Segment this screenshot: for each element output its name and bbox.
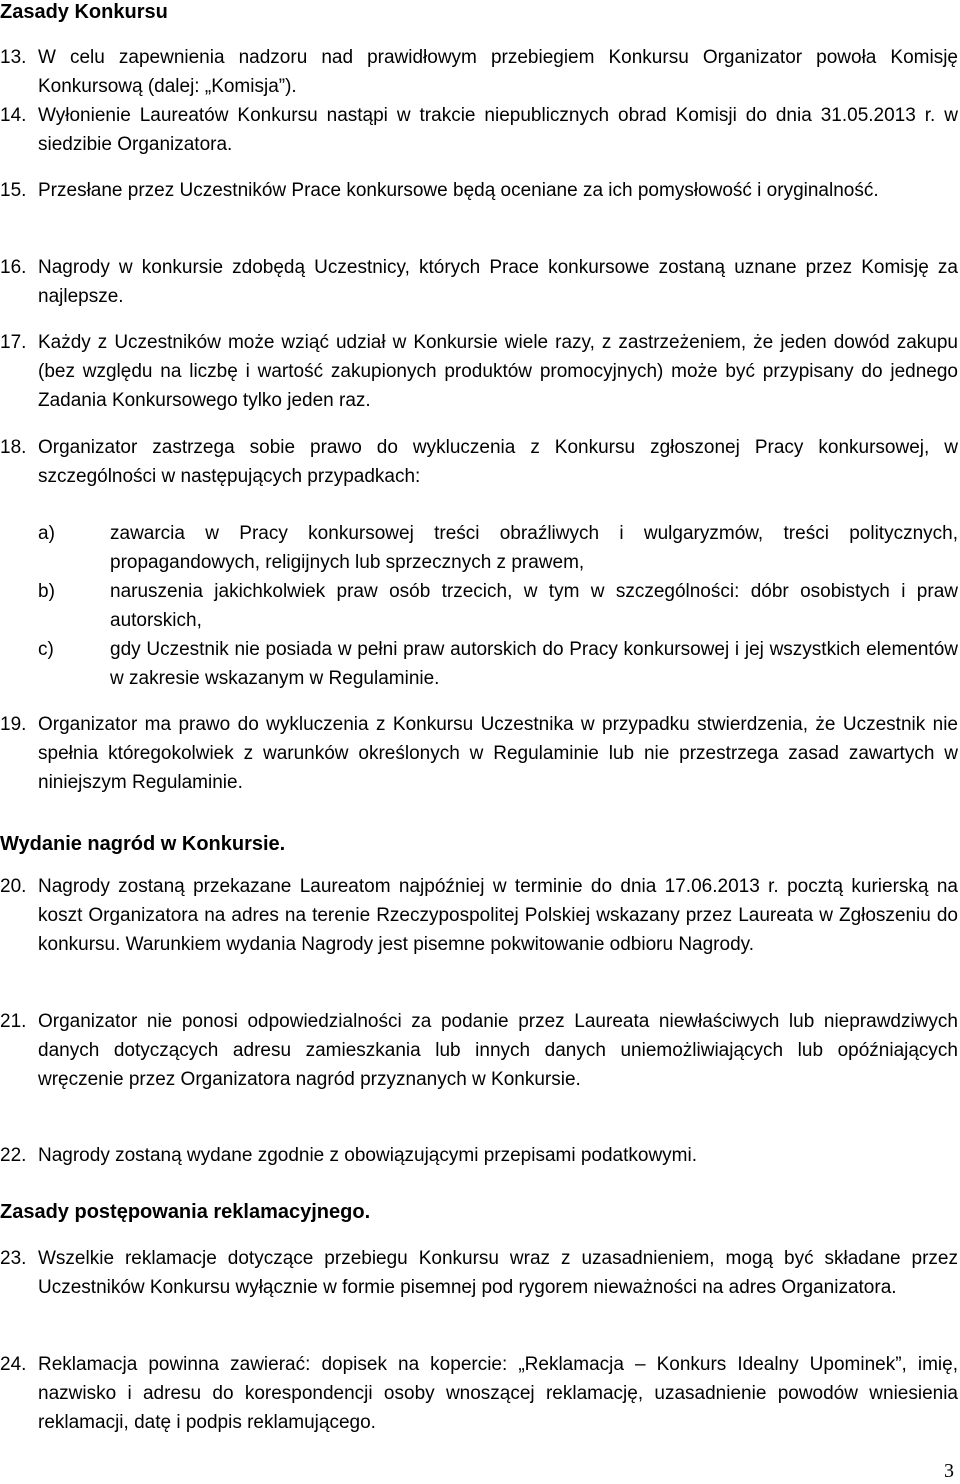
section-heading-awards: Wydanie nagród w Konkursie. xyxy=(0,833,286,855)
rule-item-21 xyxy=(0,1007,958,1094)
rule-text: Organizator nie ponosi odpowiedzialności za podanie przez Laureata niewłaściwych lub nieprawdziwych danych dotyczących adresu zamieszkania lub innych danych uniemożliwiających lub opóźniających wręczenie przez Organizatora nagród przyznanych w Konkursie. xyxy=(38,1011,958,1090)
list-item xyxy=(0,635,958,693)
rule-number: 15. xyxy=(0,180,27,201)
rule-text: Każdy z Uczestników może wziąć udział w Konkursie wiele razy, z zastrzeżeniem, że jeden dowód zakupu (bez względu na liczbę i wartość zakupionych produktów promocyjnych) może być przypisany do jednego Zadania Konkursowego tylko jeden raz. xyxy=(38,332,958,411)
list-item xyxy=(0,519,958,577)
rule-number: 23. xyxy=(0,1248,27,1269)
list-item-text: naruszenia jakichkolwiek praw osób trzecich, w tym w szczególności: dóbr osobistych i praw autorskich, xyxy=(110,581,958,631)
rule-text: Reklamacja powinna zawierać: dopisek na kopercie: „Reklamacja – Konkurs Idealny Upominek”, imię, nazwisko i adresu do korespondencji osoby wnoszącej reklamację, uzasadnienie powodów wniesienia reklamacji, datę i podpis reklamującego. xyxy=(38,1354,958,1433)
rule-item-16 xyxy=(0,253,958,311)
rule-number: 22. xyxy=(0,1145,27,1166)
rule-number: 17. xyxy=(0,332,27,353)
rule-number: 14. xyxy=(0,105,27,126)
rule-item-23 xyxy=(0,1244,958,1302)
rule-item-17 xyxy=(0,328,958,415)
rule-text: W celu zapewnienia nadzoru nad prawidłowym przebiegiem Konkursu Organizator powoła Komisję Konkursową (dalej: „Komisja”). xyxy=(38,47,958,97)
rule-item-22 xyxy=(0,1141,958,1170)
rule-number: 19. xyxy=(0,714,27,735)
rule-text: Organizator zastrzega sobie prawo do wykluczenia z Konkursu zgłoszonej Pracy konkursowej, w szczególności w następujących przypadkach: xyxy=(38,437,958,487)
rule-number: 20. xyxy=(0,876,27,897)
list-item-label: c) xyxy=(38,639,54,660)
rule-number: 16. xyxy=(0,257,27,278)
rule-item-18 xyxy=(0,433,958,491)
rule-number: 13. xyxy=(0,47,27,68)
rule-text: Nagrody zostaną wydane zgodnie z obowiązującymi przepisami podatkowymi. xyxy=(38,1145,697,1166)
rule-text: Nagrody w konkursie zdobędą Uczestnicy, których Prace konkursowe zostaną uznane przez Komisję za najlepsze. xyxy=(38,257,958,307)
section-heading-rules: Zasady Konkursu xyxy=(0,1,168,23)
rule-text: Wyłonienie Laureatów Konkursu nastąpi w trakcie niepublicznych obrad Komisji do dnia 31.05.2013 r. w siedzibie Organizatora. xyxy=(38,105,958,155)
rule-text: Nagrody zostaną przekazane Laureatom najpóźniej w terminie do dnia 17.06.2013 r. pocztą kurierską na koszt Organizatora na adres na terenie Rzeczypospolitej Polskiej wskazany przez Laureata w Zgłoszeniu do konkursu. Warunkiem wydania Nagrody jest pisemne pokwitowanie odbioru Nagrody. xyxy=(38,876,958,955)
rule-item-14 xyxy=(0,101,958,159)
rule-number: 21. xyxy=(0,1011,27,1032)
rule-item-13 xyxy=(0,43,958,101)
rule-text: Wszelkie reklamacje dotyczące przebiegu Konkursu wraz z uzasadnieniem, mogą być składane przez Uczestników Konkursu wyłącznie w formie pisemnej pod rygorem nieważności na adres Organizatora. xyxy=(38,1248,958,1298)
rule-item-20 xyxy=(0,872,958,959)
exclusion-cases-list xyxy=(0,519,958,693)
list-item xyxy=(0,577,958,635)
rule-item-15 xyxy=(0,176,958,205)
section-heading-complaints: Zasady postępowania reklamacyjnego. xyxy=(0,1201,371,1223)
rule-item-24 xyxy=(0,1350,958,1437)
page-number: 3 xyxy=(944,1460,954,1482)
list-item-text: gdy Uczestnik nie posiada w pełni praw autorskich do Pracy konkursowej i jej wszystkich elementów w zakresie wskazanym w Regulaminie. xyxy=(110,639,958,689)
rule-number: 24. xyxy=(0,1354,27,1375)
rule-number: 18. xyxy=(0,437,27,458)
list-item-label: b) xyxy=(38,581,55,602)
list-item-text: zawarcia w Pracy konkursowej treści obraźliwych i wulgaryzmów, treści politycznych, propagandowych, religijnych lub sprzecznych z prawem, xyxy=(110,523,958,573)
rule-text: Przesłane przez Uczestników Prace konkursowe będą oceniane za ich pomysłowość i oryginalność. xyxy=(38,180,879,201)
list-item-label: a) xyxy=(38,523,55,544)
rule-text: Organizator ma prawo do wykluczenia z Konkursu Uczestnika w przypadku stwierdzenia, że Uczestnik nie spełnia któregokolwiek z warunków określonych w Regulaminie lub nie przestrzega zasad zawartych w niniejszym Regulaminie. xyxy=(38,714,958,793)
rule-item-19 xyxy=(0,710,958,797)
